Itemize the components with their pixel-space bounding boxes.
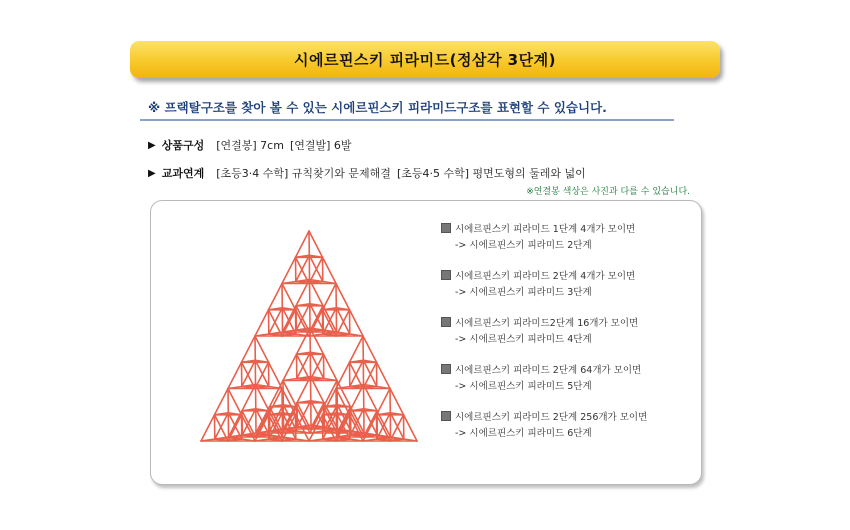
intro-underline [140,119,674,121]
product-label: 상품구성 [161,139,205,152]
step-item [441,221,647,251]
step-item [441,362,647,392]
color-note: ※연결봉 색상은 사진과 다를 수 있습니다. [526,187,690,197]
square-bullet-icon [441,364,451,374]
steps-list [441,221,647,456]
square-bullet-icon [441,223,451,233]
step-item [441,268,647,298]
step-item [441,315,647,345]
step-result: -> 시에르핀스키 피라미드 2단계 [455,240,592,251]
square-bullet-icon [441,411,451,421]
curriculum-row [148,165,592,181]
sierpinski-pyramid-image [199,227,419,445]
step-result: -> 시에르핀스키 피라미드 4단계 [455,334,592,345]
triangle-bullet-icon: ▶ [148,139,156,151]
triangle-bullet-icon: ▶ [148,167,156,179]
product-item: [연결봉] 7cm [216,139,284,152]
curriculum-label: 교과연계 [161,167,205,180]
step-text: 시에르핀스키 피라미드2단계 16개가 모이면 [455,318,639,329]
step-result: -> 시에르핀스키 피라미드 5단계 [455,381,592,392]
step-text: 시에르핀스키 피라미드 2단계 4개가 모이면 [455,271,636,282]
step-item [441,409,647,439]
content-panel [150,200,702,485]
step-text: 시에르핀스키 피라미드 2단계 256개가 모이면 [455,412,648,423]
intro-text: ※ 프랙탈구조를 찾아 볼 수 있는 시에르핀스키 피라미드구조를 표현할 수 있습니다. [148,100,607,115]
page-title: 시에르핀스키 피라미드(정삼각 3단계) [294,51,556,69]
step-text: 시에르핀스키 피라미드 2단계 64개가 모이면 [455,365,642,376]
step-result: -> 시에르핀스키 피라미드 3단계 [455,287,592,298]
curriculum-item: [초등4·5 수학] 평면도형의 둘레와 넓이 [396,167,586,180]
curriculum-item: [초등3·4 수학] 규칙찾기와 문제해결 [216,167,391,180]
product-item: [연결발] 6발 [289,139,352,152]
step-result: -> 시에르핀스키 피라미드 6단계 [455,428,592,439]
square-bullet-icon [441,317,451,327]
product-row [148,137,358,153]
title-bar [130,41,720,78]
square-bullet-icon [441,270,451,280]
step-text: 시에르핀스키 피라미드 1단계 4개가 모이면 [455,224,636,235]
